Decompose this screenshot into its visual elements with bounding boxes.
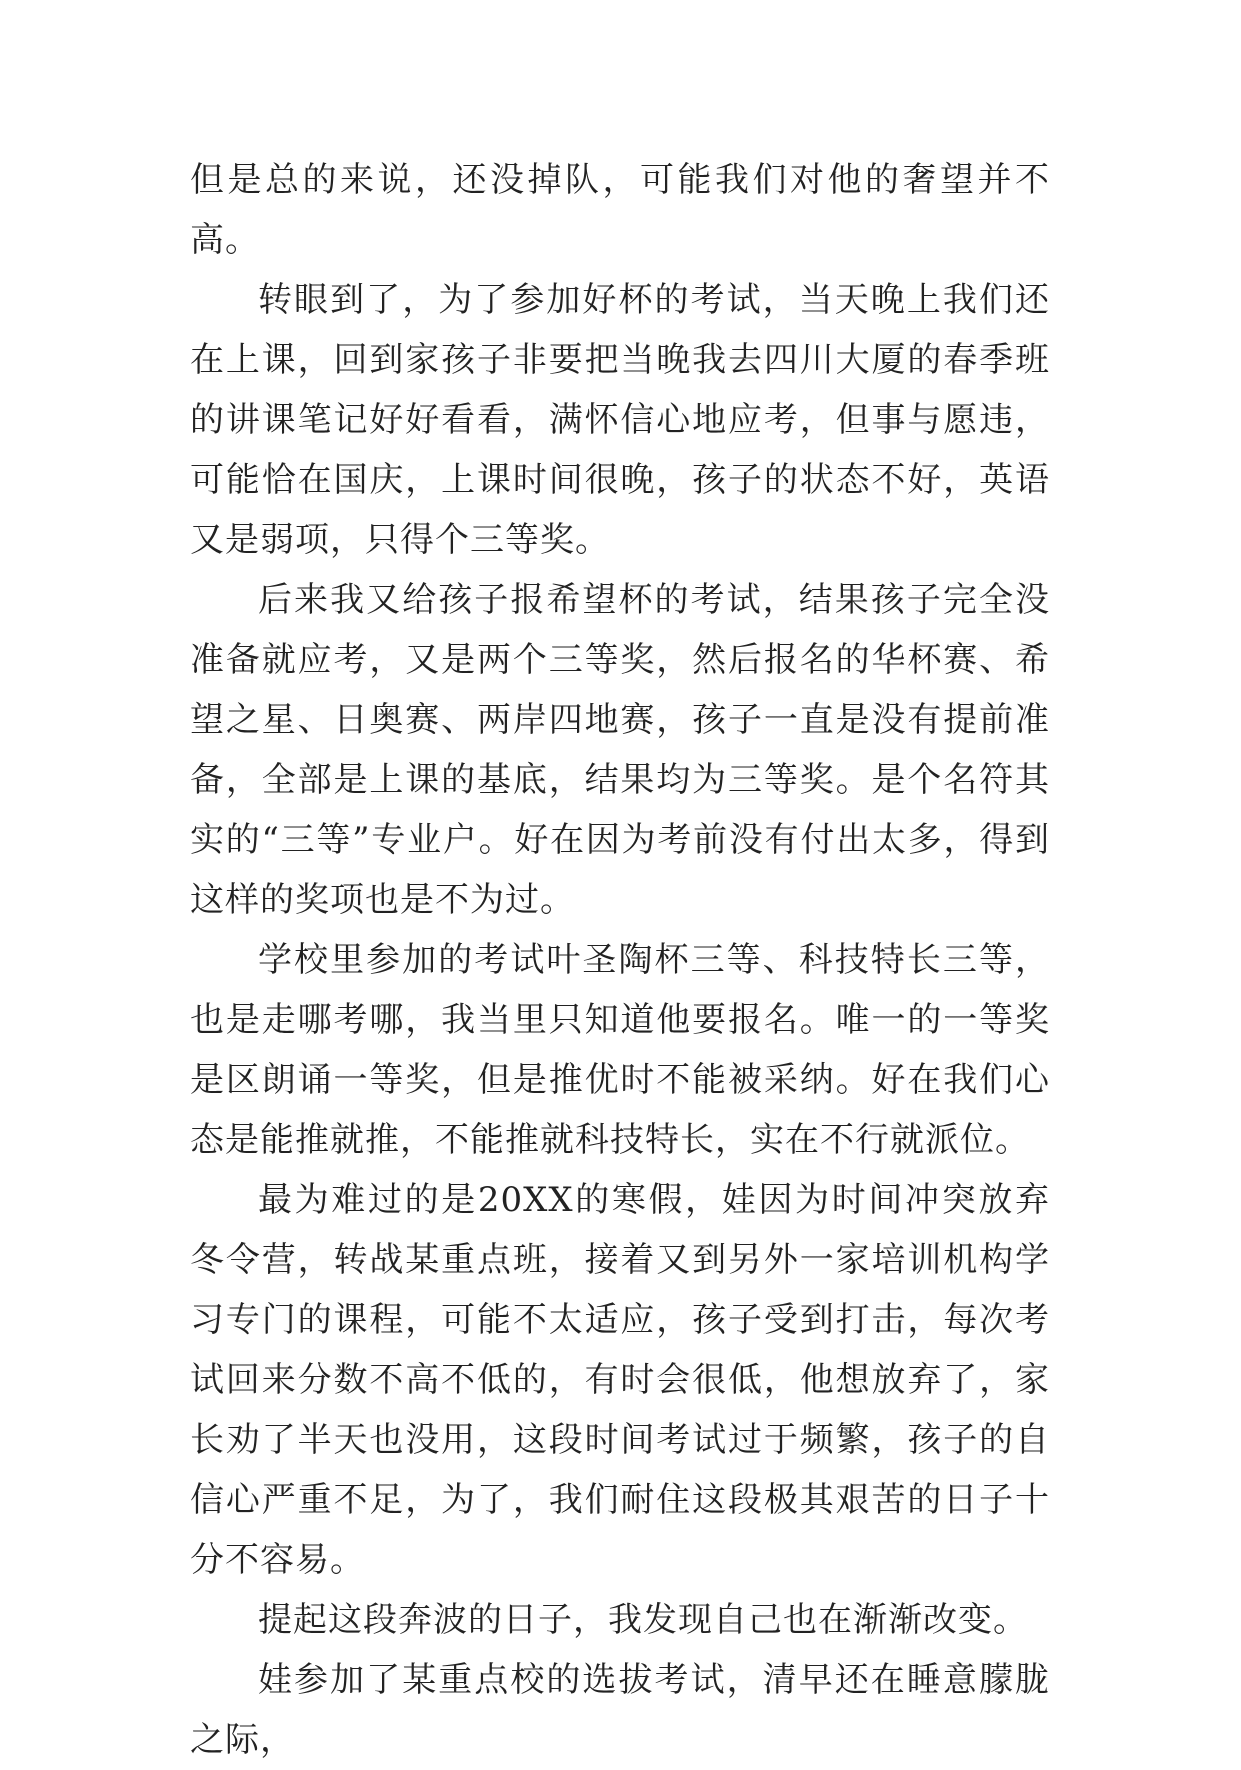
paragraph-7: 娃参加了某重点校的选拔考试，清早还在睡意朦胧之际， xyxy=(190,1660,1050,1760)
paragraph-5: 最为难过的是20XX的寒假，娃因为时间冲突放弃冬令营，转战某重点班，接着又到另外一家培训机构学习专门的课程，可能不太适应，孩子受到打击，每次考试回来分数不高不低的，有时会很低，他想放弃了，家长劝了半天也没用，这段时间考试过于频繁，孩子的自信心严重不足，为了，我们耐住这段极其艰苦的日子十分不容易。 xyxy=(190,1180,1050,1580)
paragraph-3: 后来我又给孩子报希望杯的考试，结果孩子完全没准备就应考，又是两个三等奖，然后报名的华杯赛、希望之星、日奥赛、两岸四地赛，孩子一直是没有提前准备，全部是上课的基底，结果均为三等奖。是个名符其实的“三等”专业户。好在因为考前没有付出太多，得到这样的奖项也是不为过。 xyxy=(190,580,1050,920)
paragraph-6: 提起这段奔波的日子，我发现自己也在渐渐改变。 xyxy=(258,1600,1028,1640)
paragraph-1: 但是总的来说，还没掉队，可能我们对他的奢望并不高。 xyxy=(190,160,1050,260)
paragraph-4: 学校里参加的考试叶圣陶杯三等、科技特长三等，也是走哪考哪，我当里只知道他要报名。唯一的一等奖是区朗诵一等奖，但是推优时不能被采纳。好在我们心态是能推就推，不能推就科技特长，实在不行就派位。 xyxy=(190,940,1050,1160)
paragraph-2: 转眼到了，为了参加好杯的考试，当天晚上我们还在上课，回到家孩子非要把当晚我去四川大厦的春季班的讲课笔记好好看看，满怀信心地应考，但事与愿违，可能恰在国庆，上课时间很晚，孩子的状态不好，英语又是弱项，只得个三等奖。 xyxy=(190,280,1050,560)
document-body xyxy=(190,150,1050,1770)
